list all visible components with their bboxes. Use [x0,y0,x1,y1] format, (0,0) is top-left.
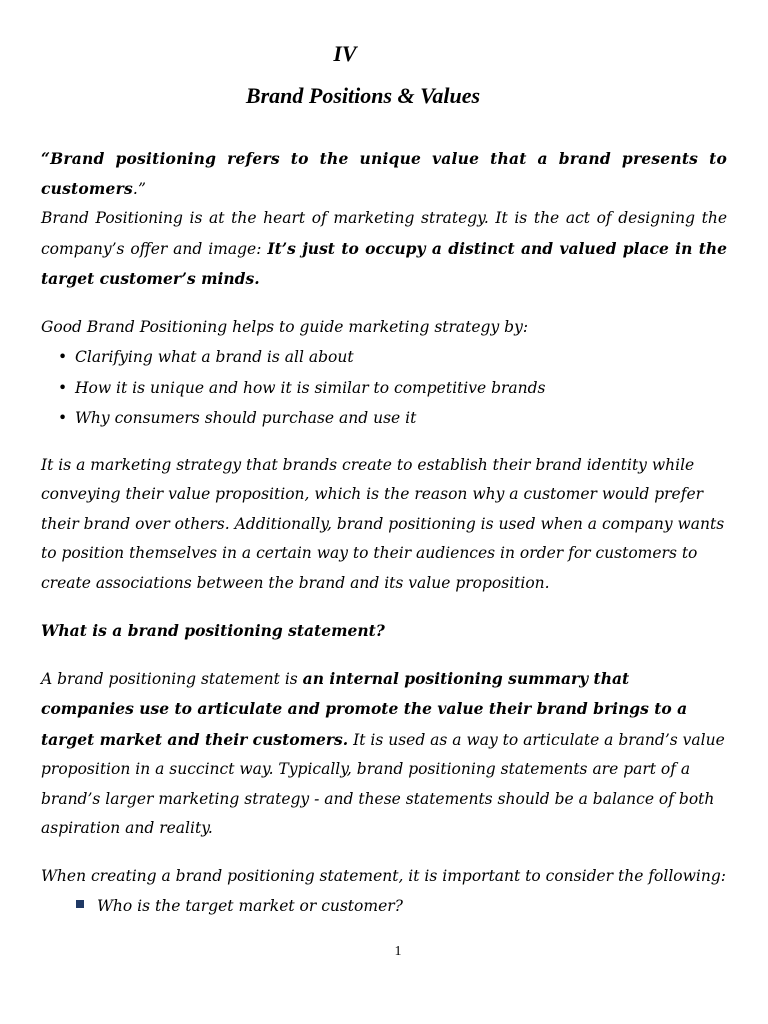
statement-rest: It is used as a way to articulate a brand’s value proposition in a succinct way. Typically, brand positioning statements are part of a brand’s larger marketing strategy - and these statements should be a balance of both aspiration and reality. [41,730,725,838]
intro-paragraph [41,204,727,295]
statement-paragraph [41,664,727,844]
page-number: 1 [394,944,402,959]
bullet-icon: • [58,378,68,397]
guide-heading: Good Brand Positioning helps to guide marketing strategy by: [41,317,529,336]
square-bullet-icon [76,900,84,908]
list-item-text: Clarifying what a brand is all about [75,348,354,367]
document-body [41,144,727,921]
list-item [41,373,727,404]
statement-lead: A brand positioning statement is [41,669,303,688]
quote-tail: .” [132,180,147,198]
strategy-paragraph: It is a marketing strategy that brands create to establish their brand identity while conveying their value proposition, which is the reason why a customer would prefer their brand over others. Additionally, brand positioning is used when a company wants to position themselves in a certain way to their audiences in order for customers to create associations between the brand and its value proposition. [41,455,725,592]
intro-bold-text: It’s just to occupy a distinct and valued place in the target customer’s minds. [41,238,727,288]
list-item [41,891,727,921]
list-item [41,403,727,434]
section-heading: What is a brand positioning statement? [41,621,385,641]
bullet-icon: • [58,409,68,428]
statement-bold-text: an internal positioning summary that companies use to articulate and promote the value their brand brings to a target market and their customers. [41,668,688,749]
chapter-number: IV [333,41,357,66]
page-title: Brand Positions & Values [245,83,481,108]
quote-text: “Brand positioning refers to the unique value that a brand presents to customers [41,149,727,198]
list-item-text: How it is unique and how it is similar to competitive brands [75,378,546,397]
definition-quote [41,144,727,204]
list-item [41,342,727,373]
bullet-icon: • [58,348,68,367]
list-item-text: Why consumers should purchase and use it [75,409,417,428]
guide-list [41,342,727,434]
consider-heading: When creating a brand positioning statement, it is important to consider the following: [41,866,726,885]
consider-list [41,891,727,921]
list-item-text: Who is the target market or customer? [97,897,403,916]
intro-text: Brand Positioning is at the heart of marketing strategy. It is the act of designing the company’s offer and image: [41,209,727,258]
